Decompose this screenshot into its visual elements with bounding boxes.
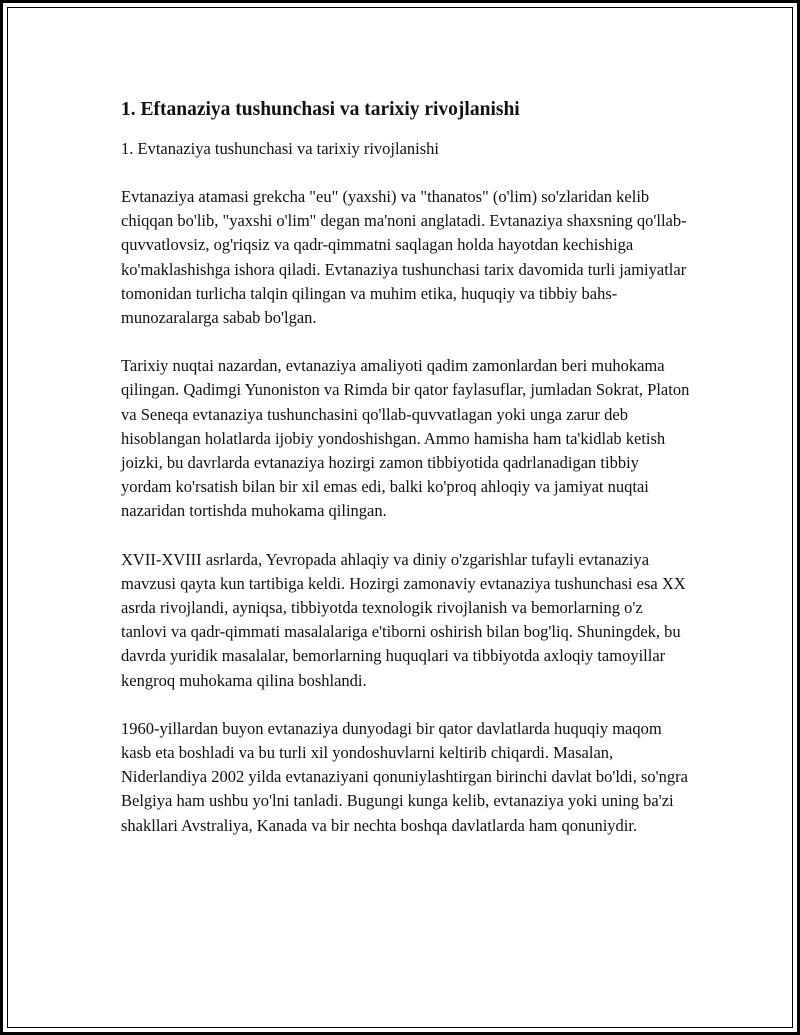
paragraph-4: 1960-yillardan buyon evtanaziya dunyodagi bir qator davlatlarda huquqiy maqom kasb eta boshladi va bu turli xil yondoshuvlarni keltirib chiqardi. Masalan, Niderlandiya 2002 yilda evtanaziyani qonuniylashtirgan birinchi davlat bo'ldi, so'ngra Belgiya ham ushbu yo'lni tanladi. Bugungi kunga kelib, evtanaziya yoki uning ba'zi shakllari Avstraliya, Kanada va bir nechta boshqa davlatlarda ham qonuniydir.	[121, 718, 688, 835]
paragraph-2: Tarixiy nuqtai nazardan, evtanaziya amaliyoti qadim zamonlardan beri muhokama qilingan. Qadimgi Yunoniston va Rimda bir qator faylasuflar, jumladan Sokrat, Platon va Seneqa evtanaziya tushunchasini qo'llab-quvvatlagan yoki unga zarur deb hisoblangan holatlarda ijobiy yondoshishgan. Ammo hamisha ham ta'kidlab ketish joizki, bu davrlarda evtanaziya hozirgi zamon tibbiyotida qadrlanadigan tibbiy yordam ko'rsatish bilan bir xil emas edi, balki ko'proq ahloqiy va jamiyat nuqtai nazaridan tortishda muhokama qilingan.	[121, 356, 690, 521]
paragraph-1: Evtanaziya atamasi grekcha "eu" (yaxshi) va "thanatos" (o'lim) so'zlaridan kelib chiqqan bo'lib, "yaxshi o'lim" degan ma'noni anglatadi. Evtanaziya shaxsning qo'llab-quvvatlovsiz, og'riqsiz va qadr-qimmatni saqlagan holda hayotdan kechishiga ko'maklashishga ishora qiladi. Evtanaziya tushunchasi tarix davomida turli jamiyatlar tomonidan turlicha talqin qilingan va muhim etika, huquqiy va tibbiy bahs-munozaralarga sabab bo'lgan.	[121, 187, 687, 328]
section-heading: 1. Eftanaziya tushunchasi va tarixiy rivojlanishi	[121, 99, 520, 120]
document-body	[121, 97, 691, 862]
paragraph-3: XVII-XVIII asrlarda, Yevropada ahlaqiy va diniy o'zgarishlar tufayli evtanaziya mavzusi qayta kun tartibiga keldi. Hozirgi zamonaviy evtanaziya tushunchasi esa XX asrda rivojlandi, ayniqsa, tibbiyotda texnologik rivojlanish va bemorlarning o'z tanlovi va qadr-qimmati masalalariga e'tiborni oshirish bilan bog'liq. Shuningdek, bu davrda yuridik masalalar, bemorlarning huquqlari va tibbiyotda axloqiy tamoyillar kengroq muhokama qilina boshlandi.	[121, 549, 686, 690]
section-subheading: 1. Evtanaziya tushunchasi va tarixiy rivojlanishi	[121, 139, 440, 158]
